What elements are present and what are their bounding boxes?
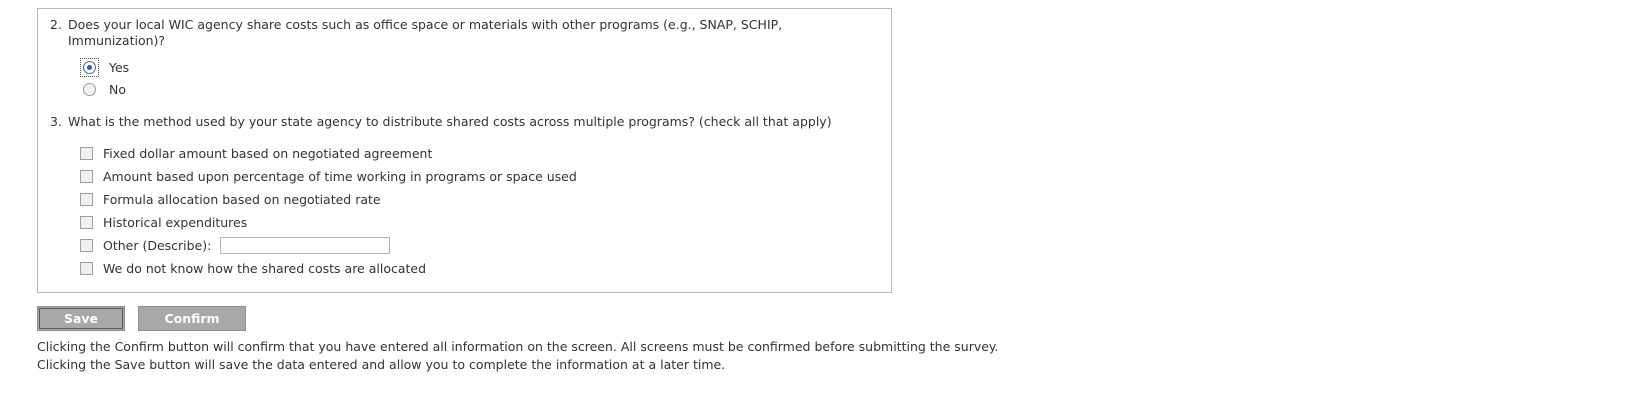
radio-option-no[interactable] [80,78,881,100]
question-2-text: Does your local WIC agency share costs such as office space or materials with other programs (e.g., SNAP, SCHIP, Immunization)? [68,17,783,48]
save-help-line: Clicking the Save button will save the data entered and allow you to complete the information at a later time. [37,357,726,372]
checkbox-option-historical-expenditures[interactable] [80,211,881,234]
checkbox-historical-expenditures-input[interactable] [80,216,93,229]
checkbox-formula-allocation-input[interactable] [80,193,93,206]
radio-no-focus-ring [80,80,99,99]
question-3-block [48,114,881,280]
radio-yes-label: Yes [109,59,130,75]
question-2-block [48,17,881,100]
question-2-number: 2. [50,17,62,32]
radio-yes-focus-ring [80,58,99,77]
radio-no-label: No [109,81,126,97]
checkbox-other-label: Other (Describe): [103,238,212,253]
question-2-options [80,56,881,100]
checkbox-fixed-dollar-label: Fixed dollar amount based on negotiated agreement [103,146,433,161]
question-3 [48,114,881,130]
question-2 [48,17,881,49]
question-3-options [80,142,881,280]
checkbox-do-not-know-label: We do not know how the shared costs are allocated [103,261,427,276]
form-help-text [37,338,999,374]
checkbox-percentage-time-input[interactable] [80,170,93,183]
radio-no-input[interactable] [83,83,96,96]
radio-option-yes[interactable] [80,56,881,78]
other-describe-text-field[interactable] [220,237,390,254]
checkbox-historical-expenditures-label: Historical expenditures [103,215,248,230]
checkbox-do-not-know-input[interactable] [80,262,93,275]
confirm-help-line: Clicking the Confirm button will confirm that you have entered all information on the screen. All screens must be confirmed before submitting the survey. [37,339,999,354]
checkbox-fixed-dollar-input[interactable] [80,147,93,160]
checkbox-option-other[interactable] [80,234,881,257]
checkbox-option-do-not-know[interactable] [80,257,881,280]
checkbox-formula-allocation-label: Formula allocation based on negotiated rate [103,192,381,207]
checkbox-other-input[interactable] [80,239,93,252]
confirm-button[interactable]: Confirm [138,306,246,331]
save-button[interactable]: Save [37,306,125,331]
checkbox-percentage-time-label: Amount based upon percentage of time working in programs or space used [103,169,577,184]
question-3-number: 3. [50,114,62,129]
question-3-text: What is the method used by your state agency to distribute shared costs across multiple programs? (check all that apply) [68,114,832,129]
checkbox-option-formula-allocation[interactable] [80,188,881,211]
form-actions [37,306,246,331]
radio-yes-input[interactable] [83,61,96,74]
checkbox-option-fixed-dollar[interactable] [80,142,881,165]
survey-questions-panel [37,8,892,293]
checkbox-option-percentage-time[interactable] [80,165,881,188]
